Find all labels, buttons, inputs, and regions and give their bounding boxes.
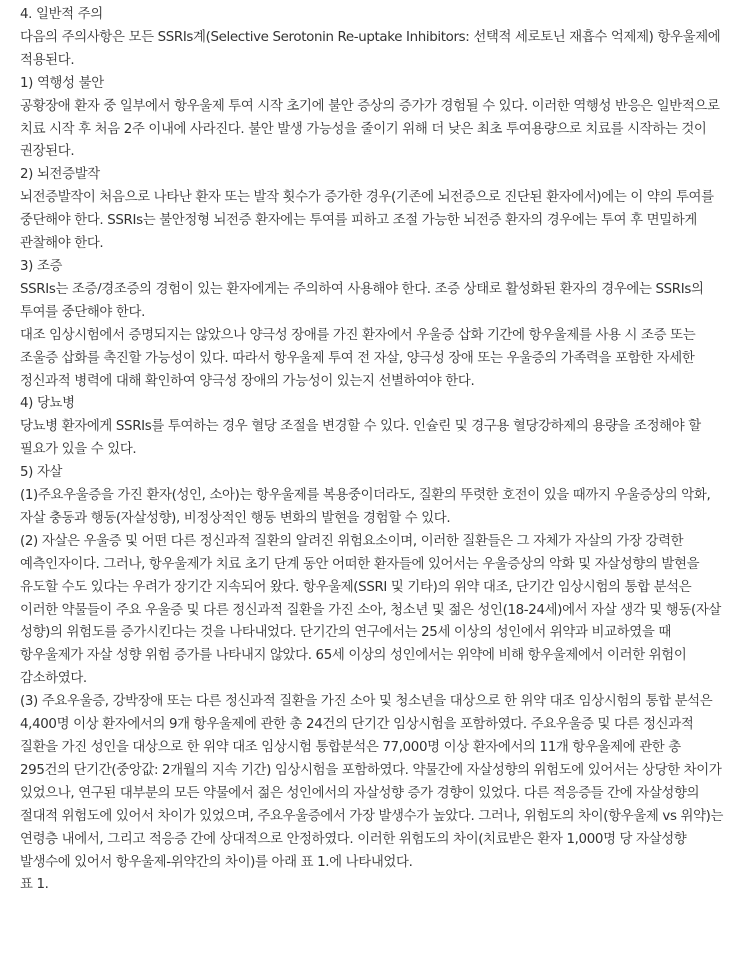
subsection-heading-seizure: 2) 뇌전증발작 [20,167,100,183]
subsection-heading-suicide: 5) 자살 [20,465,63,481]
subsection-heading-mania: 3) 조증 [20,258,63,274]
section-title: 4. 일반적 주의 [20,7,103,22]
paragraph-suicide-3: (3) 주요우울증, 강박장애 또는 다른 정신과적 질환을 가진 소아 및 청소년을 대상으로 한 위약 대조 임상시험의 통합 분석은 4,400명 이상 환자에서의 9개 항우울제에 관한 총 24건의 단기간 임상시험을 포함하였다. 주요우울증 및 다른 정신과적 질환을 가진 성인을 대상으로 한 위약 대조 임상시험 통합분석은 77,000명 이상 환자에서의 11개 항우울제에 관한 총 295건의 단기간(중앙값: 2개월의 지속 기간) 임상시험을 포함하였다. 약물간에 자살성향의 위험도에 있어서는 상당한 차이가 있었으나, 연구된 대부분의 모든 약물에서 젊은 성인에서의 자살성향 증가 경향이 있었다. 다른 적응증들 간에 자살성향의 절대적 위험도에 있어서 차이가 있었으며, 주요우울증에서 가장 발생수가 높았다. 그러나, 위험도의 차이(항우울제 vs 위약)는 연령층 내에서, 그리고 적응증 간에 상대적으로 안정하였다. 이러한 위험도의 차이(치료받은 환자 1,000명 당 자살성향 발생수에 있어서 항우울제-위약간의 차이)를 아래 표 1.에 나타내었다. [20,694,724,870]
table-caption: 표 1. [20,877,49,893]
subsection-heading-anxiety: 1) 역행성 불안 [20,75,104,91]
paragraph-suicide-1: (1)주요우울증을 가진 환자(성인, 소아)는 항우울제를 복용중이더라도, 질환의 뚜렷한 호전이 있을 때까지 우울증상의 악화, 자살 충동과 행동(자살성향), 비정상적인 행동 변화의 발현을 경험할 수 있다. [20,488,711,526]
paragraph-suicide-2: (2) 자살은 우울증 및 어떤 다른 정신과적 질환의 알려진 위험요소이며, 이러한 질환들은 그 자체가 자살의 가장 강력한 예측인자이다. 그러나, 항우울제가 치료 초기 단계 동안 어떠한 환자들에 있어서는 우울증상의 악화 및 자살성향의 발현을 유도할 수도 있다는 우려가 장기간 지속되어 왔다. 항우울제(SSRI 및 기타)의 위약 대조, 단기간 임상시험의 통합 분석은 이러한 약물들이 주요 우울증 및 다른 정신과적 질환을 가진 소아, 청소년 및 젊은 성인(18-24세)에서 자살 생각 및 행동(자살 성향)의 위험도를 증가시킨다는 것을 나타내었다. 단기간의 연구에서는 25세 이상의 성인에서 위약과 비교하였을 때 항우울제가 자살 성향 위험 증가를 나타내지 않았다. 65세 이상의 성인에서는 위약에 비해 항우울제에서 이러한 위험이 감소하였다. [20,533,722,687]
intro-paragraph: 다음의 주의사항은 모든 SSRIs계(Selective Serotonin Re-uptake Inhibitors: 선택적 세로토닌 재흡수 억제제) 항우울제에 적용된다. [20,29,721,68]
paragraph-diabetes: 당뇨병 환자에게 SSRIs를 투여하는 경우 혈당 조절을 변경할 수 있다. 인슐린 및 경구용 혈당강하제의 용량을 조정해야 할 필요가 있을 수 있다. [20,419,701,458]
paragraph-seizure: 뇌전증발작이 처음으로 나타난 환자 또는 발작 횟수가 증가한 경우(기존에 뇌전증으로 진단된 환자에서)에는 이 약의 투여를 중단해야 한다. SSRIs는 불안정형 뇌전증 환자에는 투여를 피하고 조절 가능한 뇌전증 환자의 경우에는 투여 후 면밀하게 관찰해야 한다. [20,190,714,252]
paragraph-anxiety: 공황장애 환자 중 일부에서 항우울제 투여 시작 초기에 불안 증상의 증가가 경험될 수 있다. 이러한 역행성 반응은 일반적으로 치료 시작 후 처음 2주 이내에 사라진다. 불안 발생 가능성을 줄이기 위해 더 낮은 최초 투여용량으로 치료를 시작하는 것이 권장된다. [20,98,720,160]
paragraph-mania-2: 대조 임상시험에서 증명되지는 않았으나 양극성 장애를 가진 환자에서 우울증 삽화 기간에 항우울제를 사용 시 조증 또는 조울증 삽화를 촉진할 가능성이 있다. 따라서 항우울제 투여 전 자살, 양극성 장애 또는 우울증의 가족력을 포함한 자세한 정신과적 병력에 대해 확인하여 양극성 장애의 가능성이 있는지 선별하여야 한다. [20,327,696,389]
subsection-heading-diabetes: 4) 당뇨병 [20,396,75,412]
paragraph-mania-1: SSRIs는 조증/경조증의 경험이 있는 환자에게는 주의하여 사용해야 한다. 조증 상태로 활성화된 환자의 경우에는 SSRIs의 투여를 중단해야 한다. [20,281,704,320]
